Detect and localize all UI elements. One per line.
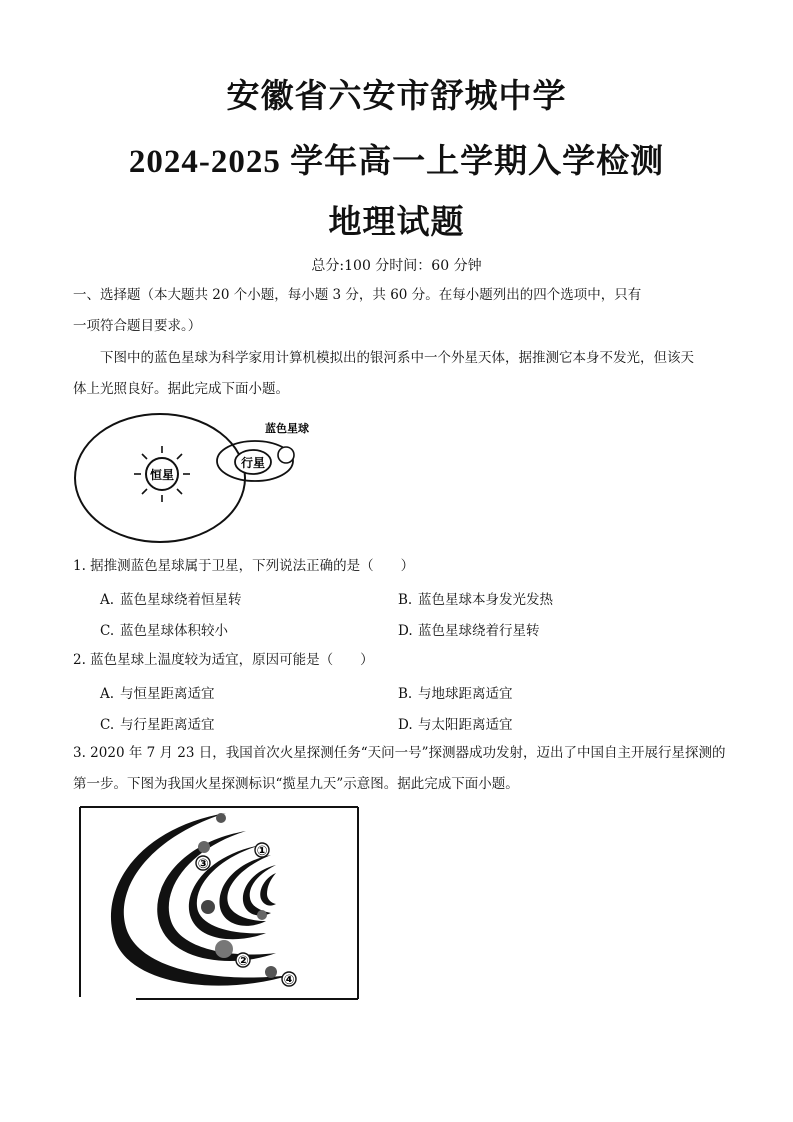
q1-option-d[interactable]: D. 蓝色星球绕着行星转 xyxy=(398,623,540,639)
intro1-line2: 体上光照良好。据此完成下面小题。 xyxy=(73,381,289,397)
marker-3: ③ xyxy=(197,857,209,872)
subject-title: 地理试题 xyxy=(328,205,465,241)
q2-option-d[interactable]: D. 与太阳距离适宜 xyxy=(398,717,513,733)
score-time-info: 总分:100 分时间：60 分钟 xyxy=(311,258,482,274)
school-title: 安徽省六安市舒城中学 xyxy=(226,79,567,115)
planet-dot xyxy=(215,940,233,958)
marker-2: ② xyxy=(237,954,249,969)
planet-dot xyxy=(201,900,215,914)
figure-star-system xyxy=(72,410,332,548)
planet-dot xyxy=(265,966,277,978)
planet-label: 行星 xyxy=(240,456,266,470)
marker-4: ④ xyxy=(283,973,295,988)
q3-stem-line1: 3. 2020 年 7 月 23 日，我国首次火星探测任务“天问一号”探测器成功发射，迈出了中国自主开展行星探测的 xyxy=(73,745,726,761)
orbit-arcs xyxy=(111,813,291,986)
q1-stem: 1. 据推测蓝色星球属于卫星，下列说法正确的是（ ） xyxy=(73,558,415,574)
q1-option-b[interactable]: B. 蓝色星球本身发光发热 xyxy=(398,592,553,608)
star-label: 恒星 xyxy=(149,468,175,482)
q1-option-a[interactable]: A. 蓝色星球绕着恒星转 xyxy=(100,592,242,608)
planet-dot xyxy=(216,813,226,823)
q2-option-b[interactable]: B. 与地球距离适宜 xyxy=(398,686,513,702)
q2-stem: 2. 蓝色星球上温度较为适宜，原因可能是（ ） xyxy=(73,652,374,668)
q2-option-c[interactable]: C. 与行星距离适宜 xyxy=(100,717,215,733)
marker-1: ① xyxy=(256,844,268,859)
figure-mars-logo xyxy=(76,803,362,1003)
blue-planet-icon xyxy=(278,447,294,463)
q3-stem-line2: 第一步。下图为我国火星探测标识“揽星九天”示意图。据此完成下面小题。 xyxy=(73,776,519,792)
intro1-line1: 下图中的蓝色星球为科学家用计算机模拟出的银河系中一个外星天体，据推测它本身不发光，但该天 xyxy=(100,350,694,366)
exam-year-title: 2024-2025 学年高一上学期入学检测 xyxy=(128,144,665,180)
planet-dot xyxy=(257,910,267,920)
planet-dot xyxy=(198,841,210,853)
blue-planet-label: 蓝色星球 xyxy=(265,422,309,435)
section-heading-line1: 一、选择题（本大题共 20 个小题，每小题 3 分，共 60 分。在每小题列出的四个选项中，只有 xyxy=(73,287,642,303)
section-heading-line2: 一项符合题目要求。） xyxy=(73,318,202,334)
q1-option-c[interactable]: C. 蓝色星球体积较小 xyxy=(100,623,228,639)
q2-option-a[interactable]: A. 与恒星距离适宜 xyxy=(100,686,215,702)
